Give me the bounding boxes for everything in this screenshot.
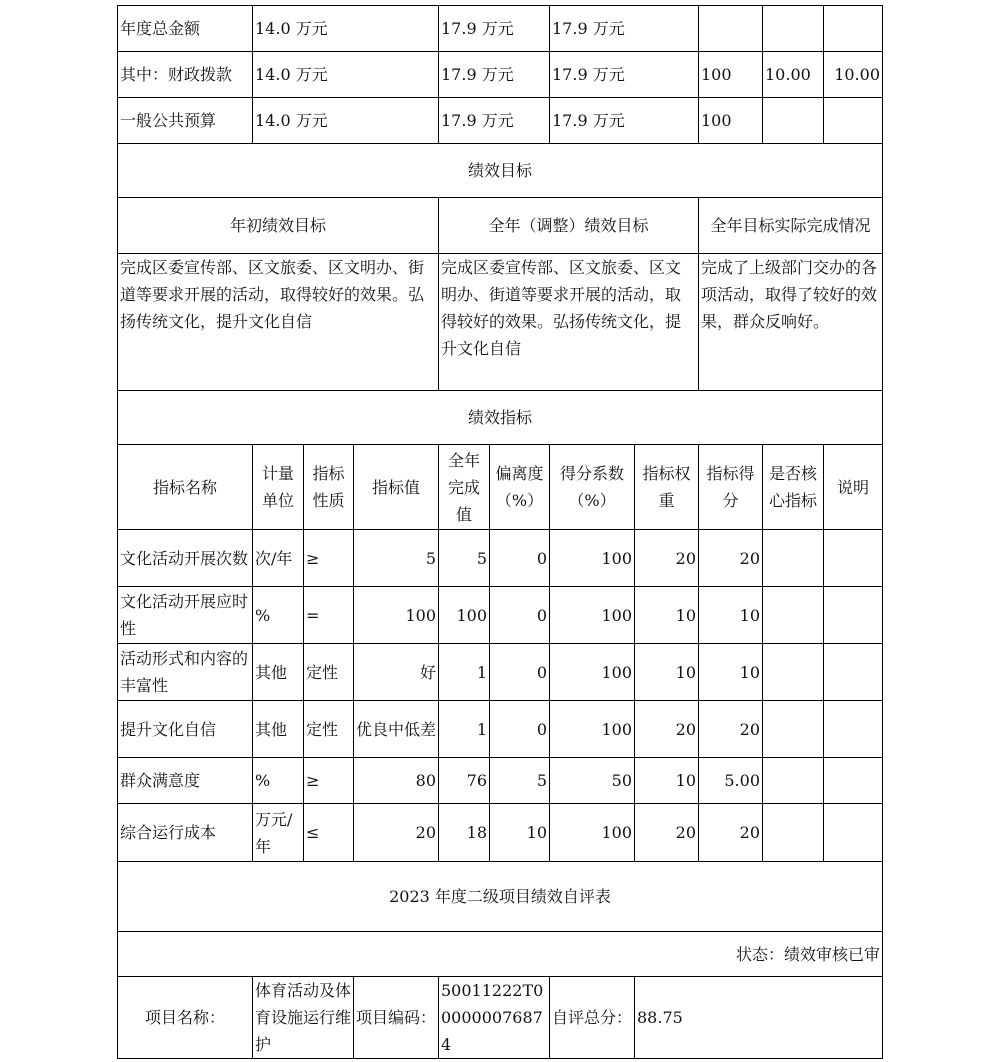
funds-adjusted: 17.9 万元 <box>439 52 550 98</box>
funds-weight <box>763 6 824 52</box>
indicator-note <box>824 701 883 758</box>
header-core: 是否核心指标 <box>763 445 824 530</box>
indicators-header-row <box>118 445 883 530</box>
indicator-weight: 20 <box>635 530 699 587</box>
indicator-row <box>118 644 883 701</box>
funds-label: 其中：财政拨款 <box>118 52 253 98</box>
header-coef: 得分系数（%） <box>550 445 635 530</box>
funds-adjusted: 17.9 万元 <box>439 6 550 52</box>
indicator-value: 5 <box>354 530 439 587</box>
indicator-deviation: 0 <box>490 530 550 587</box>
indicator-weight: 20 <box>635 701 699 758</box>
project-name: 体育活动及体育设施运行维护 <box>253 977 354 1059</box>
indicator-completed: 76 <box>439 758 490 804</box>
indicators-section-title: 绩效指标 <box>118 391 883 445</box>
funds-executed: 17.9 万元 <box>550 98 699 144</box>
funds-weight: 10.00 <box>763 52 824 98</box>
indicator-score: 10 <box>699 644 763 701</box>
indicator-note <box>824 758 883 804</box>
indicator-core <box>763 530 824 587</box>
indicator-value: 优良中低差 <box>354 701 439 758</box>
project-name-label: 项目名称： <box>118 977 253 1059</box>
indicator-coef: 100 <box>550 587 635 644</box>
indicator-core <box>763 701 824 758</box>
indicator-deviation: 0 <box>490 644 550 701</box>
indicator-nature: 定性 <box>304 701 354 758</box>
indicator-completed: 5 <box>439 530 490 587</box>
indicator-unit: 其他 <box>253 701 304 758</box>
indicator-row <box>118 804 883 862</box>
funds-score <box>824 98 883 144</box>
indicator-score: 10 <box>699 587 763 644</box>
funds-initial: 14.0 万元 <box>253 6 439 52</box>
indicator-deviation: 0 <box>490 701 550 758</box>
indicator-value: 好 <box>354 644 439 701</box>
goals-header-initial: 年初绩效目标 <box>118 198 439 254</box>
indicator-score: 20 <box>699 530 763 587</box>
goals-header-adjusted: 全年（调整）绩效目标 <box>439 198 699 254</box>
indicator-coef: 100 <box>550 530 635 587</box>
indicator-completed: 1 <box>439 644 490 701</box>
indicator-name: 提升文化自信 <box>118 701 253 758</box>
goals-adjusted-text: 完成区委宣传部、区文旅委、区文明办、街道等要求开展的活动，取得较好的效果。弘扬传统文化，提升文化自信 <box>439 254 699 391</box>
indicator-name: 群众满意度 <box>118 758 253 804</box>
indicator-completed: 18 <box>439 804 490 862</box>
goals-initial-text: 完成区委宣传部、区文旅委、区文明办、街道等要求开展的活动，取得较好的效果。弘扬传统文化，提升文化自信 <box>118 254 439 391</box>
funds-rate: 100 <box>699 98 763 144</box>
goals-actual-text: 完成了上级部门交办的各项活动，取得了较好的效果，群众反响好。 <box>699 254 883 391</box>
funds-initial: 14.0 万元 <box>253 52 439 98</box>
funds-score <box>824 6 883 52</box>
funds-adjusted: 17.9 万元 <box>439 98 550 144</box>
indicator-nature: ≥ <box>304 758 354 804</box>
indicator-name: 文化活动开展次数 <box>118 530 253 587</box>
indicator-completed: 1 <box>439 701 490 758</box>
indicator-row <box>118 530 883 587</box>
indicator-deviation: 0 <box>490 587 550 644</box>
project-code: 50011222T000000076874 <box>439 977 550 1059</box>
funds-executed: 17.9 万元 <box>550 52 699 98</box>
project-info-row <box>118 977 883 1059</box>
indicator-name: 综合运行成本 <box>118 804 253 862</box>
indicator-core <box>763 587 824 644</box>
indicator-nature: 定性 <box>304 644 354 701</box>
project-code-label: 项目编码： <box>354 977 439 1059</box>
indicator-note <box>824 644 883 701</box>
indicator-unit: 次/年 <box>253 530 304 587</box>
indicator-weight: 10 <box>635 644 699 701</box>
funds-row-fiscal <box>118 52 883 98</box>
goals-header-actual: 全年目标实际完成情况 <box>699 198 883 254</box>
header-note: 说明 <box>824 445 883 530</box>
header-deviation: 偏离度（%） <box>490 445 550 530</box>
indicator-core <box>763 758 824 804</box>
indicator-score: 5.00 <box>699 758 763 804</box>
indicator-weight: 10 <box>635 587 699 644</box>
header-name: 指标名称 <box>118 445 253 530</box>
indicator-deviation: 5 <box>490 758 550 804</box>
indicator-value: 80 <box>354 758 439 804</box>
indicator-deviation: 10 <box>490 804 550 862</box>
funds-executed: 17.9 万元 <box>550 6 699 52</box>
funds-label: 一般公共预算 <box>118 98 253 144</box>
indicator-note <box>824 530 883 587</box>
indicator-unit: 万元/年 <box>253 804 304 862</box>
indicator-score: 20 <box>699 701 763 758</box>
funds-row-general <box>118 98 883 144</box>
indicator-name: 文化活动开展应时性 <box>118 587 253 644</box>
indicator-core <box>763 644 824 701</box>
indicator-unit: 其他 <box>253 644 304 701</box>
funds-label: 年度总金额 <box>118 6 253 52</box>
header-completed: 全年完成值 <box>439 445 490 530</box>
indicator-value: 100 <box>354 587 439 644</box>
header-weight: 指标权重 <box>635 445 699 530</box>
next-table-status: 状态：绩效审核已审 <box>118 932 883 977</box>
indicator-unit: % <box>253 758 304 804</box>
indicator-weight: 10 <box>635 758 699 804</box>
indicator-coef: 100 <box>550 644 635 701</box>
indicator-coef: 100 <box>550 701 635 758</box>
indicator-coef: 100 <box>550 804 635 862</box>
header-score: 指标得分 <box>699 445 763 530</box>
funds-rate: 100 <box>699 52 763 98</box>
indicator-value: 20 <box>354 804 439 862</box>
header-unit: 计量单位 <box>253 445 304 530</box>
funds-rate <box>699 6 763 52</box>
indicator-nature: ≥ <box>304 530 354 587</box>
indicator-note <box>824 804 883 862</box>
funds-initial: 14.0 万元 <box>253 98 439 144</box>
indicator-row <box>118 701 883 758</box>
header-nature: 指标性质 <box>304 445 354 530</box>
self-score-label: 自评总分： <box>550 977 635 1059</box>
indicator-weight: 20 <box>635 804 699 862</box>
funds-row-total <box>118 6 883 52</box>
indicator-row <box>118 758 883 804</box>
performance-table <box>117 5 883 1059</box>
indicator-nature: ≤ <box>304 804 354 862</box>
indicator-completed: 100 <box>439 587 490 644</box>
indicator-note <box>824 587 883 644</box>
indicator-unit: % <box>253 587 304 644</box>
indicator-row <box>118 587 883 644</box>
indicator-nature: = <box>304 587 354 644</box>
header-value: 指标值 <box>354 445 439 530</box>
indicator-coef: 50 <box>550 758 635 804</box>
funds-weight <box>763 98 824 144</box>
indicator-core <box>763 804 824 862</box>
goals-section-title: 绩效目标 <box>118 144 883 198</box>
self-score: 88.75 <box>635 977 883 1059</box>
funds-score: 10.00 <box>824 52 883 98</box>
indicator-name: 活动形式和内容的丰富性 <box>118 644 253 701</box>
next-table-title: 2023 年度二级项目绩效自评表 <box>118 862 883 932</box>
indicator-score: 20 <box>699 804 763 862</box>
